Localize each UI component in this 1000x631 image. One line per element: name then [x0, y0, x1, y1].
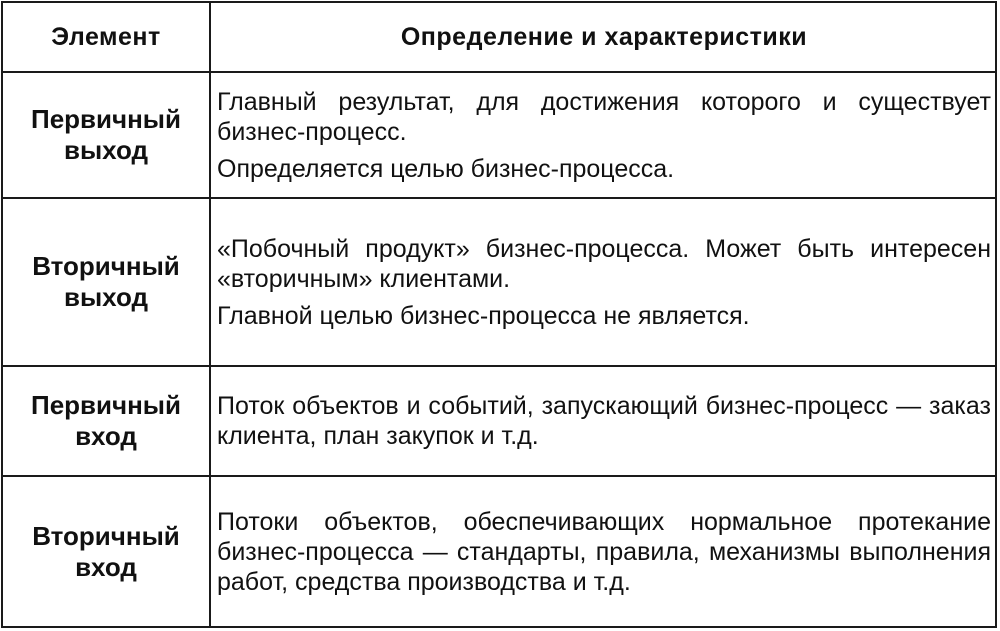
definition-cell — [211, 73, 995, 197]
definition-cell — [211, 367, 995, 475]
table-row — [3, 477, 995, 626]
definition-text: Главный результат, для достижения которого и существует бизнес-процесс. — [217, 87, 991, 146]
element-name: Вторичный выход — [3, 199, 211, 365]
header-element-cell: Элемент — [3, 3, 211, 71]
definition-text: Главной целью бизнес-процесса не является. — [217, 301, 750, 330]
definition-text: «Побочный продукт» бизнес-процесса. Может быть интересен «вторичным» клиентами. — [217, 234, 991, 293]
table-row — [3, 73, 995, 199]
table-row — [3, 199, 995, 367]
definition-text: Поток объектов и событий, запускающий бизнес-процесс — заказ клиента, план закупок и т.д. — [217, 392, 991, 450]
definition-text: Потоки объектов, обеспечивающих нормальное протекание бизнес-процесса — стандарты, правила, механизмы выполнения работ, средства производства и т.д. — [217, 507, 991, 596]
table-header-row — [3, 3, 995, 73]
definition-cell — [211, 199, 995, 365]
table-row — [3, 367, 995, 477]
element-name: Вторичный вход — [3, 477, 211, 626]
header-definition-cell: Определение и характеристики — [400, 23, 808, 51]
definition-cell — [211, 477, 995, 626]
element-name: Первичный выход — [3, 73, 211, 197]
definitions-table — [1, 1, 997, 628]
definition-text: Определяется целью бизнес-процесса. — [217, 154, 675, 183]
element-name: Первичный вход — [3, 367, 211, 475]
